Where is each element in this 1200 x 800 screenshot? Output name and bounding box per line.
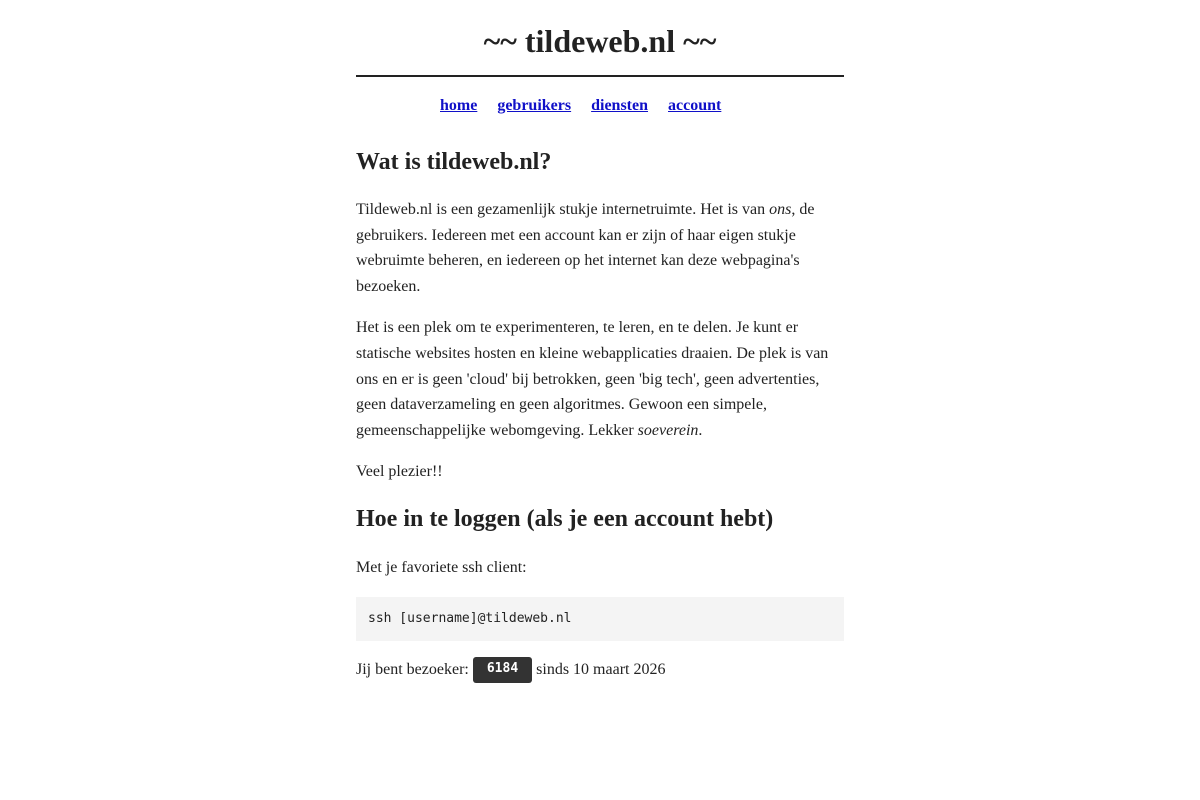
intro-emphasis: ons	[769, 201, 792, 218]
nav-link-home[interactable]: home	[440, 97, 478, 114]
purpose-paragraph	[356, 315, 844, 443]
page	[356, 0, 844, 685]
purpose-text-a: Het is een plek om te experimenteren, te leren, en te delen. Je kunt er statische websites hosten en kleine webapplicaties draaien. De plek is van ons en er is geen 'cloud' bij betrokken, geen 'big tech', geen advertenties, geen dataverzameling en geen algoritmes. Gewoon een simpele, gemeenschappelijke webomgeving. Lekker	[356, 319, 829, 439]
nav-link-diensten[interactable]: diensten	[591, 97, 649, 114]
ssh-intro-text: Met je favoriete ssh client:	[356, 558, 527, 576]
site-title: ~~ tildeweb.nl ~~	[483, 23, 717, 59]
intro-text-b: , de gebruikers. Iedereen met een account kan er zijn of haar eigen stukje webruimte beheren, en iedereen op het internet kan deze webpagina's bezoeken.	[356, 201, 815, 295]
intro-paragraph	[356, 197, 844, 299]
main-content	[356, 147, 844, 685]
section-heading-login: Hoe in te loggen (als je een account hebt)	[356, 505, 774, 532]
title-divider	[356, 75, 844, 77]
visitor-counter-line	[356, 657, 844, 685]
nav-link-gebruikers[interactable]: gebruikers	[497, 97, 572, 114]
greeting-paragraph: Veel plezier!!	[356, 463, 443, 481]
intro-text-a: Tildeweb.nl is een gezamenlijk stukje internetruimte. Het is van	[356, 201, 770, 218]
visitor-count-badge: 6184	[473, 657, 532, 683]
main-nav	[356, 96, 844, 116]
site-header	[356, 0, 844, 77]
visitor-suffix: sinds 10 maart 2026	[536, 660, 666, 678]
ssh-command-code-block[interactable]: ssh [username]@tildeweb.nl	[356, 597, 844, 641]
purpose-emphasis: soeverein	[637, 421, 699, 439]
visitor-prefix: Jij bent bezoeker:	[356, 660, 469, 678]
purpose-text-b: .	[698, 421, 703, 439]
section-heading-what: Wat is tildeweb.nl?	[356, 149, 552, 175]
nav-link-account[interactable]: account	[668, 97, 722, 114]
